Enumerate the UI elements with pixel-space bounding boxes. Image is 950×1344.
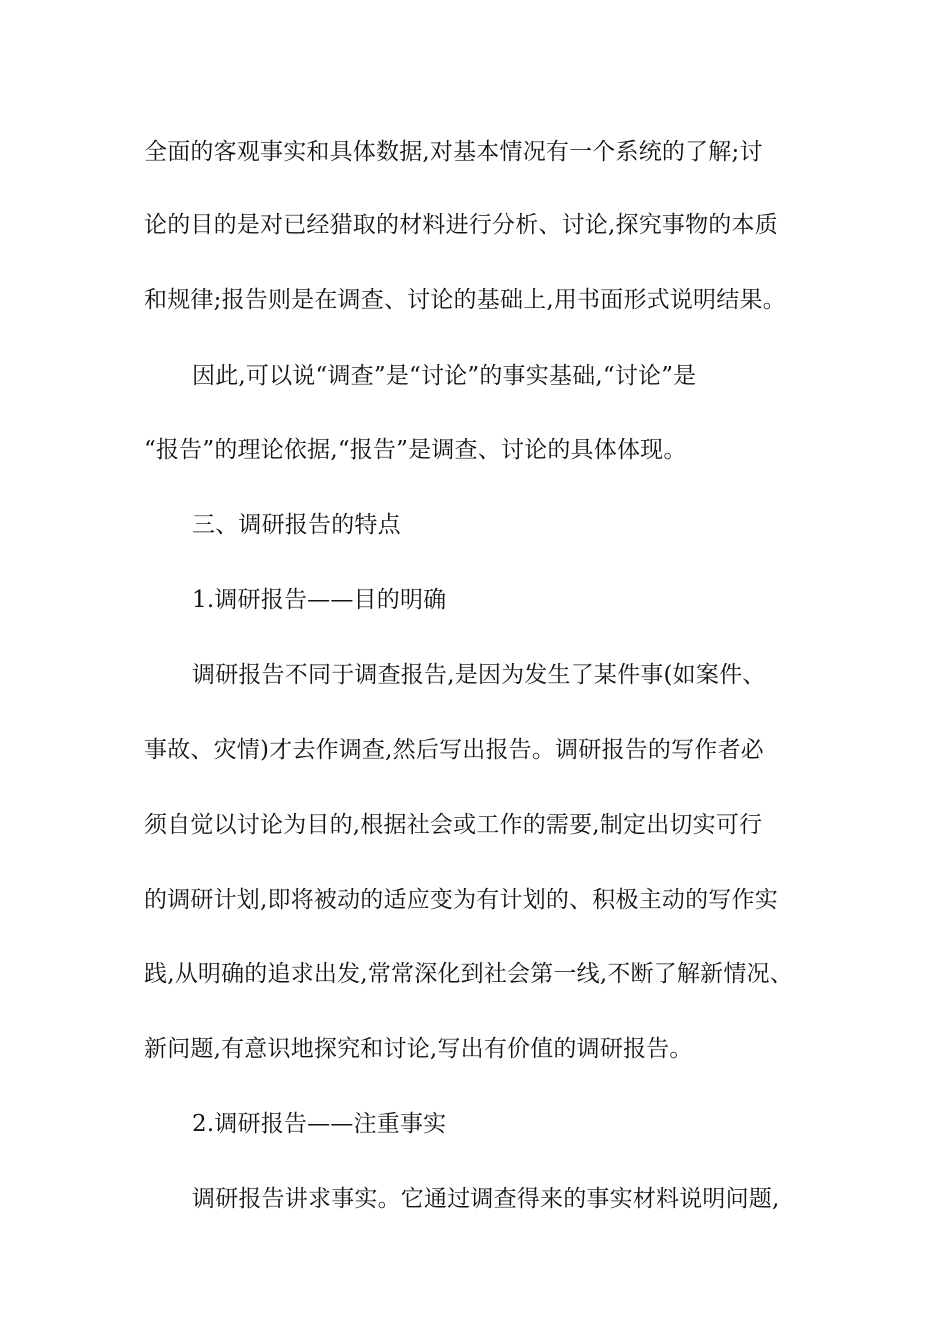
paragraph-line: 全面的客观事实和具体数据,对基本情况有一个系统的了解;讨 [144,139,763,165]
paragraph-line: 事故、灾情)才去作调查,然后写出报告。调研报告的写作者必 [144,737,764,763]
paragraph-line: 调研报告讲求事实。它通过调查得来的事实材料说明问题, [192,1186,780,1212]
subsection-heading: 1.调研报告——目的明确 [192,587,447,613]
subsection-heading: 2.调研报告——注重事实 [192,1111,447,1137]
paragraph-line: 的调研计划,即将被动的适应变为有计划的、积极主动的写作实 [144,887,778,913]
paragraph-line: 调研报告不同于调查报告,是因为发生了某件事(如案件、 [192,662,766,688]
paragraph-line: 须自觉以讨论为目的,根据社会或工作的需要,制定出切实可行 [144,812,763,838]
paragraph-line: “报告”的理论依据,“报告”是调查、讨论的具体体现。 [144,437,687,463]
paragraph-line: 论的目的是对已经猎取的材料进行分析、讨论,探究事物的本质 [144,212,778,238]
paragraph-line: 新问题,有意识地探究和讨论,写出有价值的调研报告。 [144,1036,693,1062]
paragraph-line: 因此,可以说“调查”是“讨论”的事实基础,“讨论”是 [192,363,697,389]
section-heading: 三、调研报告的特点 [192,512,401,538]
paragraph-line: 践,从明确的追求出发,常常深化到社会第一线,不断了解新情况、 [144,961,793,987]
paragraph-line: 和规律;报告则是在调查、讨论的基础上,用书面形式说明结果。 [144,287,786,313]
